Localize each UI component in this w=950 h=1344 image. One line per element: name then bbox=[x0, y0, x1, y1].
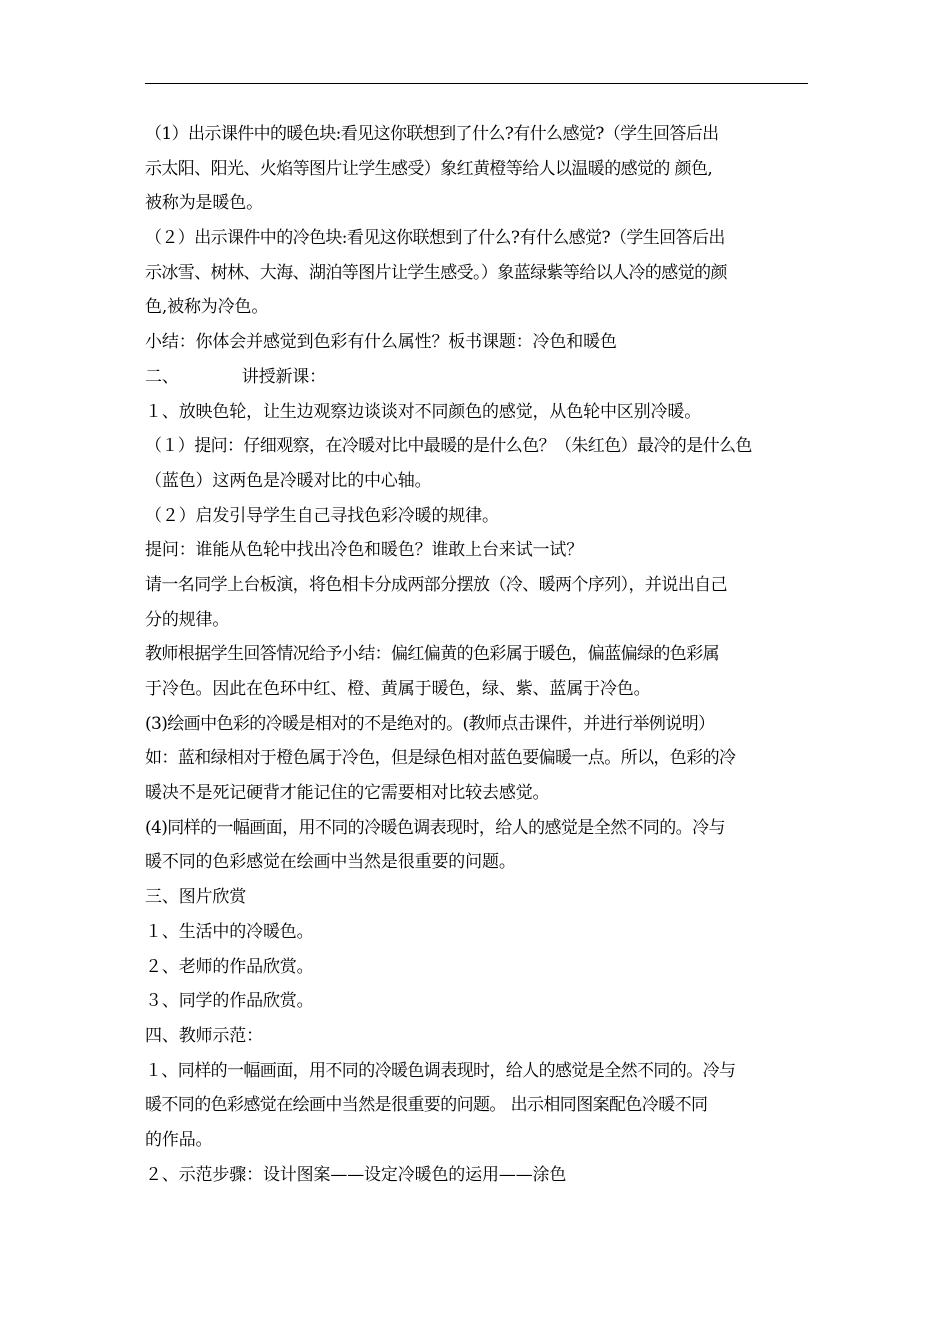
text-line: 教师根据学生回答情况给予小结：偏红偏黄的色彩属于暖色，偏蓝偏绿的色彩属 bbox=[145, 644, 719, 665]
text-line: (3)绘画中色彩的冷暖是相对的不是绝对的。(教师点击课件，并进行举例说明） bbox=[145, 713, 715, 734]
text-line: 于冷色。因此在色环中红、橙、黄属于暖色，绿、紫、蓝属于冷色。 bbox=[145, 679, 651, 699]
text-line: （１）提问：仔细观察，在冷暖对比中最暖的是什么色？（朱红色）最冷的是什么色 bbox=[145, 436, 752, 457]
text-line: （２）出示课件中的冷色块:看见这你联想到了什么?有什么感觉?（学生回答后出 bbox=[145, 228, 725, 249]
text-line: 被称为是暖色。 bbox=[145, 193, 263, 214]
text-line: 色,被称为冷色。 bbox=[145, 297, 269, 318]
section-heading: 四、教师示范： bbox=[145, 1025, 263, 1046]
text-line: （1）出示课件中的暖色块:看见这你联想到了什么?有什么感觉?（学生回答后出 bbox=[145, 124, 719, 144]
text-line: 提问：谁能从色轮中找出冷色和暖色？谁敢上台来试一试？ bbox=[145, 540, 584, 561]
list-item: ２、老师的作品欣赏。 bbox=[145, 956, 314, 977]
text-line: 的作品。 bbox=[145, 1129, 213, 1150]
text-line: 分的规律。 bbox=[145, 609, 230, 630]
list-item: ３、同学的作品欣赏。 bbox=[145, 991, 314, 1012]
section-heading: 三、图片欣赏 bbox=[145, 887, 247, 908]
text-line: １、同样的一幅画面，用不同的冷暖色调表现时，给人的感觉是全然不同的。冷与 bbox=[145, 1060, 736, 1081]
summary-line: 小结：你体会并感觉到色彩有什么属性？板书课题：冷色和暖色 bbox=[145, 332, 617, 353]
text-line: 暖不同的色彩感觉在绘画中当然是很重要的问题。 bbox=[145, 852, 516, 873]
text-line: 示太阳、阳光、火焰等图片让学生感受）象红黄橙等给人以温暖的感觉的 颜色, bbox=[145, 158, 713, 179]
text-line: （蓝色）这两色是冷暖对比的中心轴。 bbox=[145, 470, 432, 491]
text-line: 暖决不是死记硬背才能记住的它需要相对比较去感觉。 bbox=[145, 783, 550, 804]
section-heading: 二、 讲授新课： bbox=[145, 366, 326, 387]
text-line: 请一名同学上台板演，将色相卡分成两部分摆放（冷、暖两个序列），并说出自己 bbox=[145, 574, 727, 595]
list-item: １、生活中的冷暖色。 bbox=[145, 921, 314, 942]
document-body bbox=[145, 117, 810, 1192]
text-line: (4)同样的一幅画面，用不同的冷暖色调表现时，给人的感觉是全然不同的。冷与 bbox=[145, 817, 725, 838]
header-rule bbox=[145, 83, 808, 84]
text-line: 如：蓝和绿相对于橙色属于冷色，但是绿色相对蓝色要偏暖一点。所以，色彩的冷 bbox=[145, 748, 736, 769]
text-line: ２、示范步骤：设计图案——设定冷暖色的运用——涂色 bbox=[145, 1164, 567, 1185]
text-line: 暖不同的色彩感觉在绘画中当然是很重要的问题。 出示相同图案配色冷暖不同 bbox=[145, 1095, 708, 1116]
text-line: 示冰雪、树林、大海、湖泊等图片让学生感受。）象蓝绿紫等给以人冷的感觉的颜 bbox=[145, 262, 727, 283]
text-line: １、放映色轮，让生边观察边谈谈对不同颜色的感觉，从色轮中区别冷暖。 bbox=[145, 401, 702, 422]
text-line: （２）启发引导学生自己寻找色彩冷暖的规律。 bbox=[145, 505, 499, 526]
